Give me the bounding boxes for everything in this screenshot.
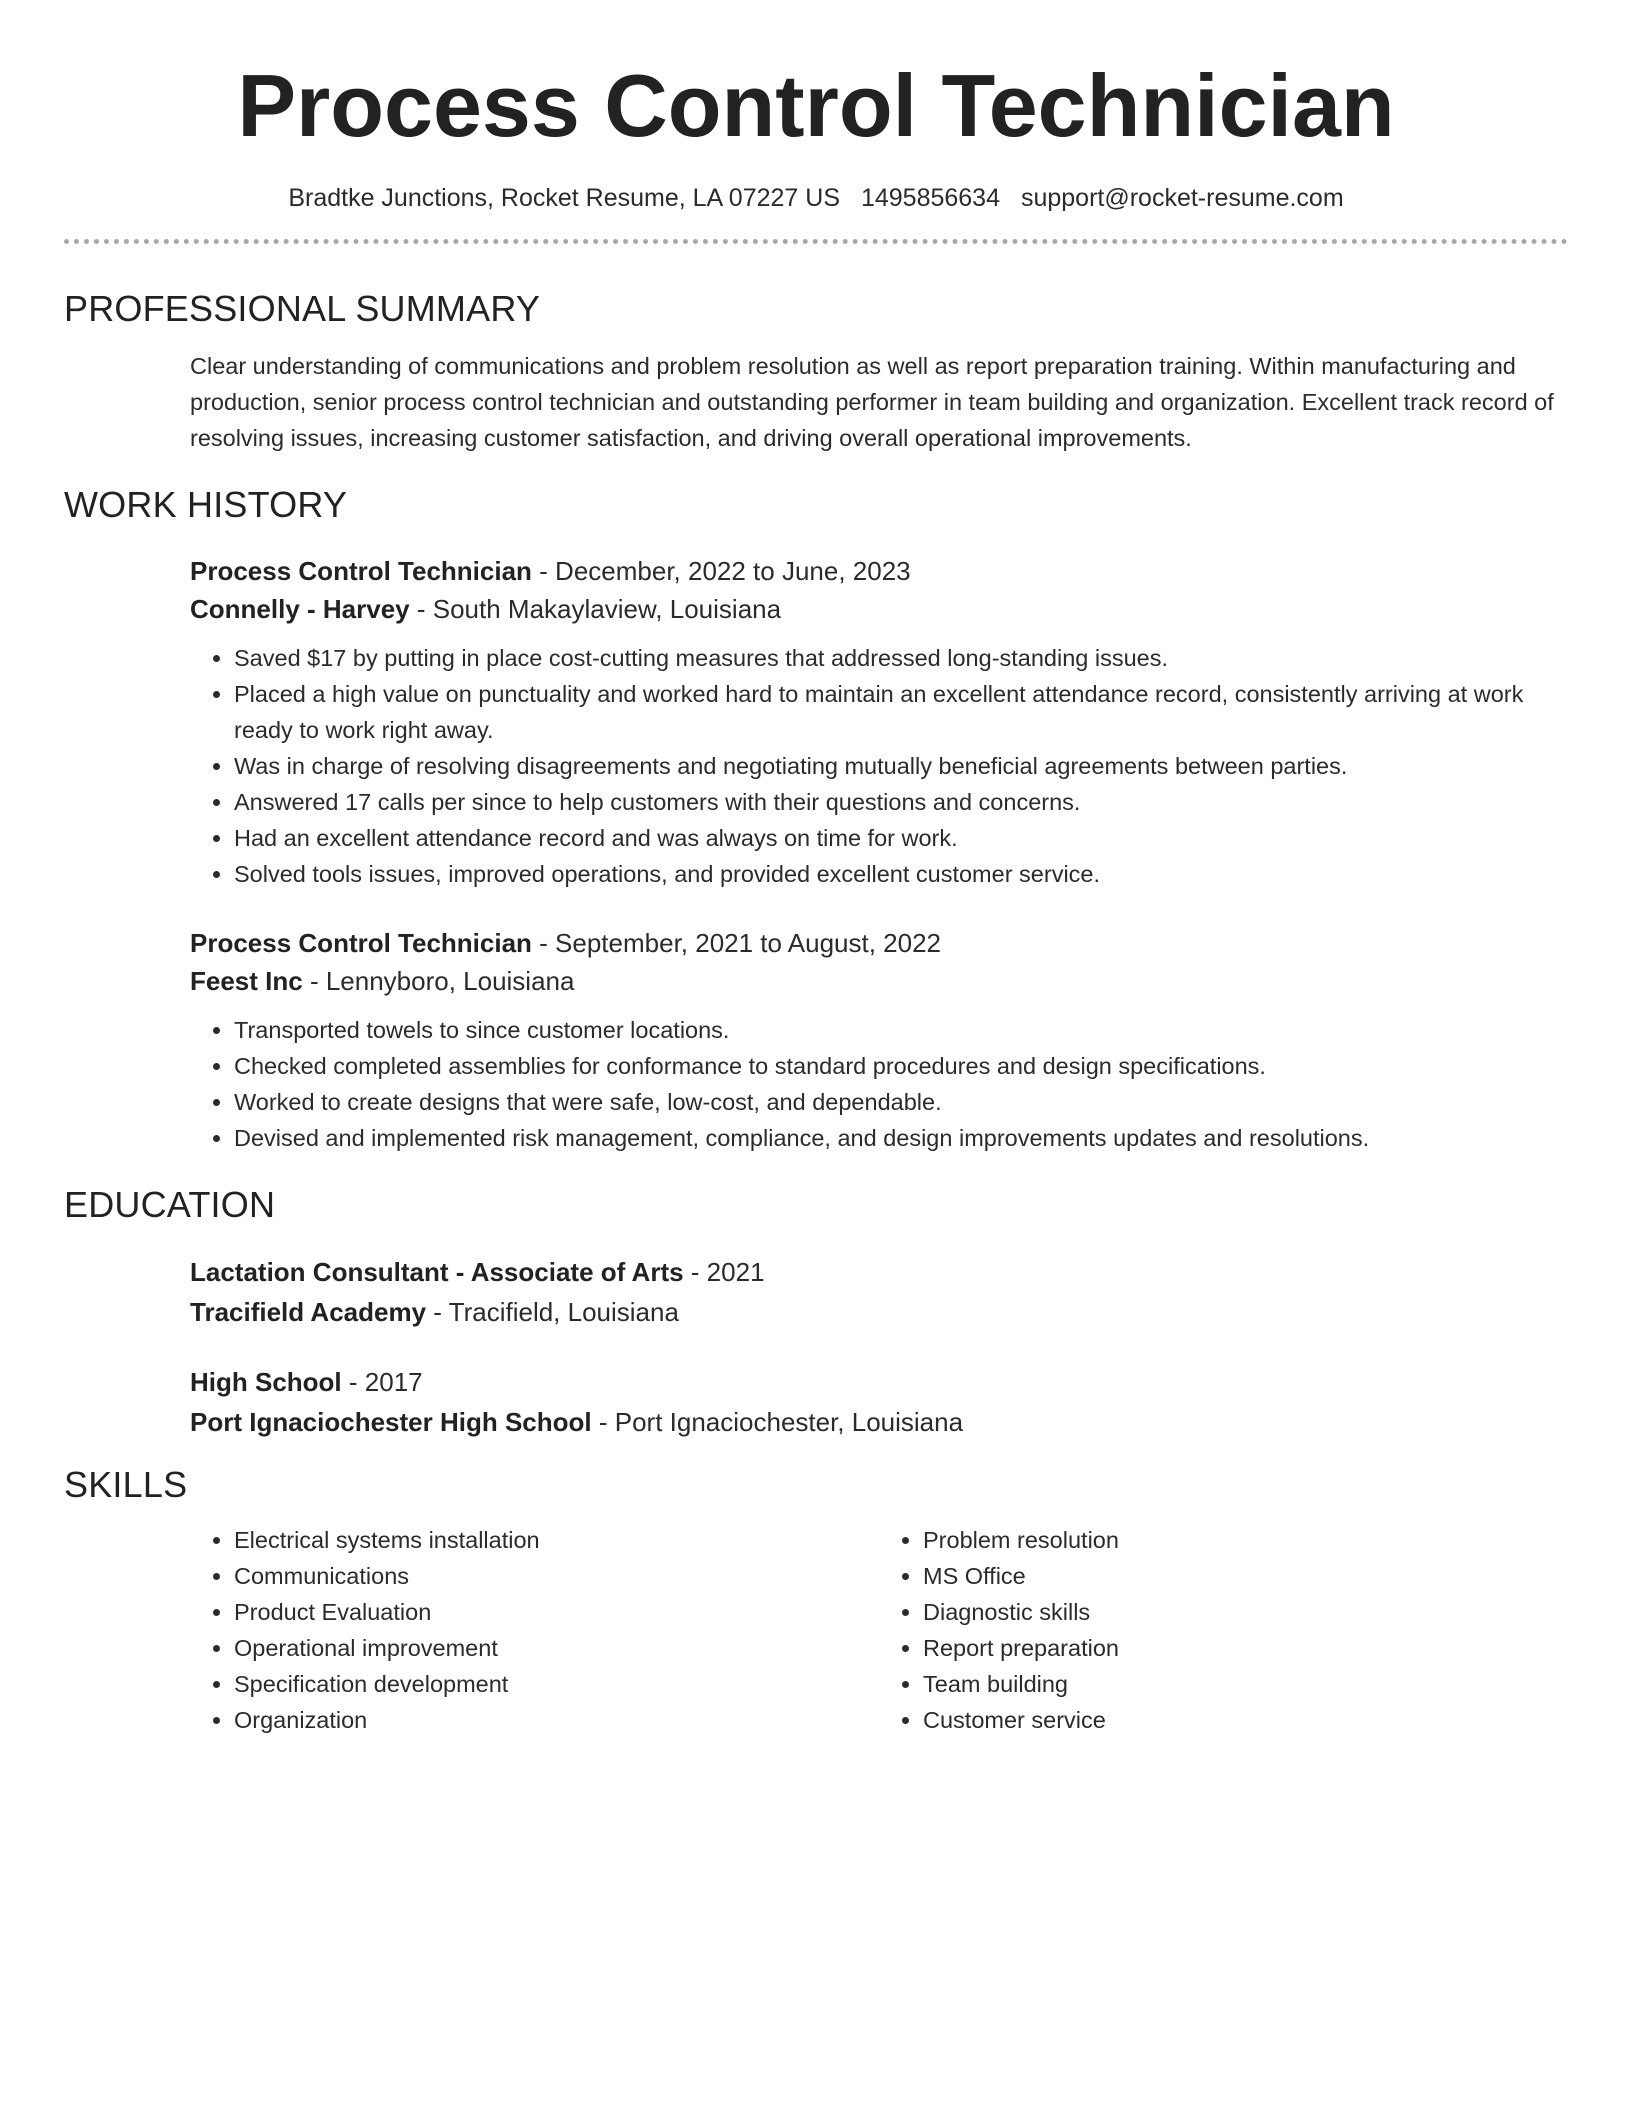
job-entry: [190, 552, 1568, 892]
skill-item: • Operational improvement: [234, 1630, 879, 1666]
resume-name: Process Control Technician: [237, 56, 1395, 155]
education-school: Tracifield Academy: [190, 1297, 427, 1327]
skill-item: • Problem resolution: [923, 1522, 1568, 1558]
education-school-line: [190, 1292, 1568, 1332]
education-degree-line: [190, 1252, 1568, 1292]
job-dates: - December, 2022 to June, 2023: [531, 556, 911, 586]
job-location: - South Makaylaview, Louisiana: [409, 594, 782, 624]
education-school: Port Ignaciochester High School: [190, 1407, 592, 1437]
skill-item: • Electrical systems installation: [234, 1522, 879, 1558]
list-item: • Transported towels to since customer locations.: [234, 1012, 1568, 1048]
contact-phone: 1495856634: [860, 184, 1000, 212]
summary-heading: PROFESSIONAL SUMMARY: [64, 288, 541, 329]
list-item: • Placed a high value on punctuality and worked hard to maintain an excellent attendance record, consistently arriving at work ready to work right away.: [234, 676, 1568, 748]
job-title-line: [190, 552, 1568, 590]
education-location: - Tracifield, Louisiana: [426, 1297, 679, 1327]
skill-item: • Organization: [234, 1702, 879, 1738]
skill-item: • Team building: [923, 1666, 1568, 1702]
contact-email: support@rocket-resume.com: [1020, 184, 1344, 212]
resume-page: [64, 0, 1568, 1738]
list-item: • Was in charge of resolving disagreements and negotiating mutually beneficial agreements between parties.: [234, 748, 1568, 784]
job-bullets: [190, 1012, 1568, 1156]
education-entry: [190, 1362, 1568, 1442]
skills-columns: [190, 1522, 1568, 1738]
skill-item: • Communications: [234, 1558, 879, 1594]
education-year: - 2021: [683, 1257, 765, 1287]
summary-text: Clear understanding of communications and problem resolution as well as report preparation training. Within manufacturing and production, senior process control technician and outstanding performer in team building and organization. Excellent track record of resolving issues, increasing customer satisfaction, and driving overall operational improvements.: [190, 353, 1554, 451]
list-item: • Checked completed assemblies for conformance to standard procedures and design specifications.: [234, 1048, 1568, 1084]
job-title-line: [190, 924, 1568, 962]
skill-item: • Diagnostic skills: [923, 1594, 1568, 1630]
list-item: • Devised and implemented risk management, compliance, and design improvements updates and resolutions.: [234, 1120, 1568, 1156]
skill-item: • Customer service: [923, 1702, 1568, 1738]
job-role: Process Control Technician: [190, 928, 532, 958]
header-divider: [64, 239, 1568, 244]
list-item: • Solved tools issues, improved operations, and provided excellent customer service.: [234, 856, 1568, 892]
job-role: Process Control Technician: [190, 556, 532, 586]
education-degree: High School: [190, 1367, 342, 1397]
list-item: • Had an excellent attendance record and was always on time for work.: [234, 820, 1568, 856]
skill-item: • Specification development: [234, 1666, 879, 1702]
education-degree-line: [190, 1362, 1568, 1402]
job-company-line: [190, 962, 1568, 1000]
education-school-line: [190, 1402, 1568, 1442]
education-degree: Lactation Consultant - Associate of Arts: [190, 1257, 684, 1287]
job-company: Feest Inc: [190, 966, 303, 996]
list-item: • Saved $17 by putting in place cost-cutting measures that addressed long-standing issues.: [234, 640, 1568, 676]
job-location: - Lennyboro, Louisiana: [302, 966, 575, 996]
job-bullets: [190, 640, 1568, 892]
skills-list-right: [879, 1522, 1568, 1738]
skills-list-left: [190, 1522, 879, 1738]
education-location: - Port Ignaciochester, Louisiana: [591, 1407, 964, 1437]
skill-item: • Product Evaluation: [234, 1594, 879, 1630]
education-year: - 2017: [341, 1367, 423, 1397]
work-history-heading: WORK HISTORY: [64, 484, 348, 525]
job-entry: [190, 924, 1568, 1156]
skills-heading: SKILLS: [64, 1464, 188, 1505]
list-item: • Worked to create designs that were safe, low-cost, and dependable.: [234, 1084, 1568, 1120]
skill-item: • MS Office: [923, 1558, 1568, 1594]
contact-line: [64, 184, 1568, 213]
job-dates: - September, 2021 to August, 2022: [531, 928, 942, 958]
education-heading: EDUCATION: [64, 1184, 276, 1225]
job-company: Connelly - Harvey: [190, 594, 410, 624]
education-entry: [190, 1252, 1568, 1332]
job-company-line: [190, 590, 1568, 628]
contact-address: Bradtke Junctions, Rocket Resume, LA 07227 US: [288, 184, 840, 212]
skill-item: • Report preparation: [923, 1630, 1568, 1666]
list-item: • Answered 17 calls per since to help customers with their questions and concerns.: [234, 784, 1568, 820]
